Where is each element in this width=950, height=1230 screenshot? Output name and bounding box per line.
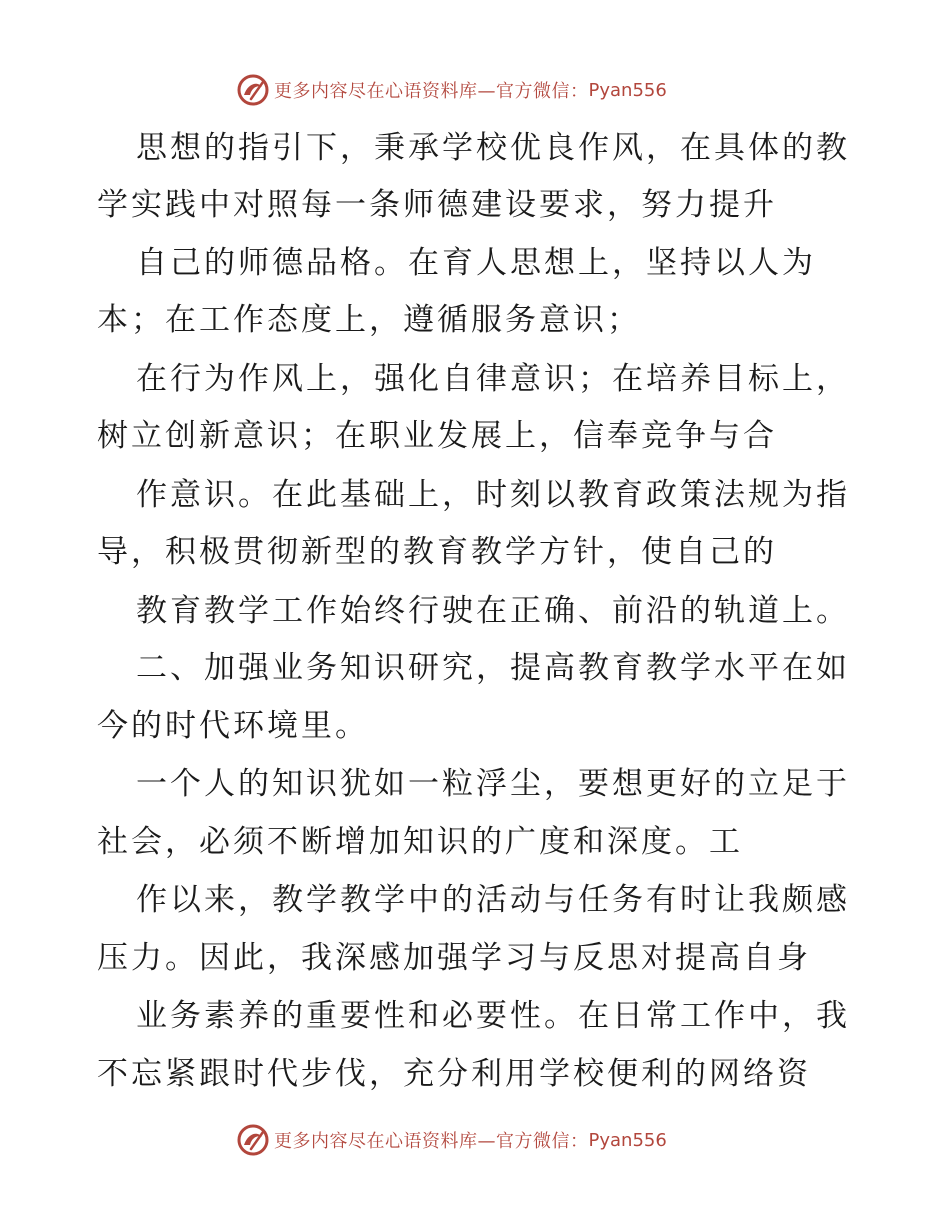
watermark-text: 更多内容尽在心语资料库—官方微信：: [274, 1131, 589, 1152]
body-line: 一个人的知识犹如一粒浮尘，要想更好的立足于: [136, 766, 850, 802]
body-line: 不忘紧跟时代步伐，充分利用学校便利的网络资: [97, 1056, 811, 1092]
body-line: 导，积极贯彻新型的教育教学方针，使自己的: [97, 534, 777, 570]
watermark-wechat-id: Pyan556: [588, 1129, 667, 1151]
body-line: 自己的师德品格。在育人思想上，坚持以人为: [136, 245, 816, 281]
body-line: 思想的指引下，秉承学校优良作风，在具体的教: [136, 130, 850, 166]
watermark-text: 更多内容尽在心语资料库—官方微信：: [274, 81, 589, 102]
body-line: 本；在工作态度上，遵循服务意识；: [97, 302, 641, 338]
body-line: 二、加强业务知识研究，提高教育教学水平在如: [136, 650, 850, 686]
red-swirl-logo-icon: [236, 73, 270, 107]
body-line: 社会，必须不断增加知识的广度和深度。工: [97, 824, 743, 860]
body-line: 树立创新意识；在职业发展上，信奉竞争与合: [97, 418, 777, 454]
watermark-wechat-id: Pyan556: [588, 79, 667, 101]
body-line: 作以来，教学教学中的活动与任务有时让我颇感: [136, 882, 850, 918]
body-line: 压力。因此，我深感加强学习与反思对提高自身: [97, 940, 811, 976]
body-line: 作意识。在此基础上，时刻以教育政策法规为指: [136, 477, 850, 513]
body-line: 学实践中对照每一条师德建设要求，努力提升: [97, 187, 777, 223]
body-line: 教育教学工作始终行驶在正确、前沿的轨道上。: [136, 593, 850, 629]
body-line: 今的时代环境里。: [97, 708, 369, 744]
body-line: 业务素养的重要性和必要性。在日常工作中，我: [136, 998, 850, 1034]
body-line: 在行为作风上，强化自律意识；在培养目标上，: [136, 361, 850, 397]
header-watermark: [236, 73, 667, 107]
footer-watermark: [236, 1123, 667, 1157]
red-swirl-logo-icon: [236, 1123, 270, 1157]
